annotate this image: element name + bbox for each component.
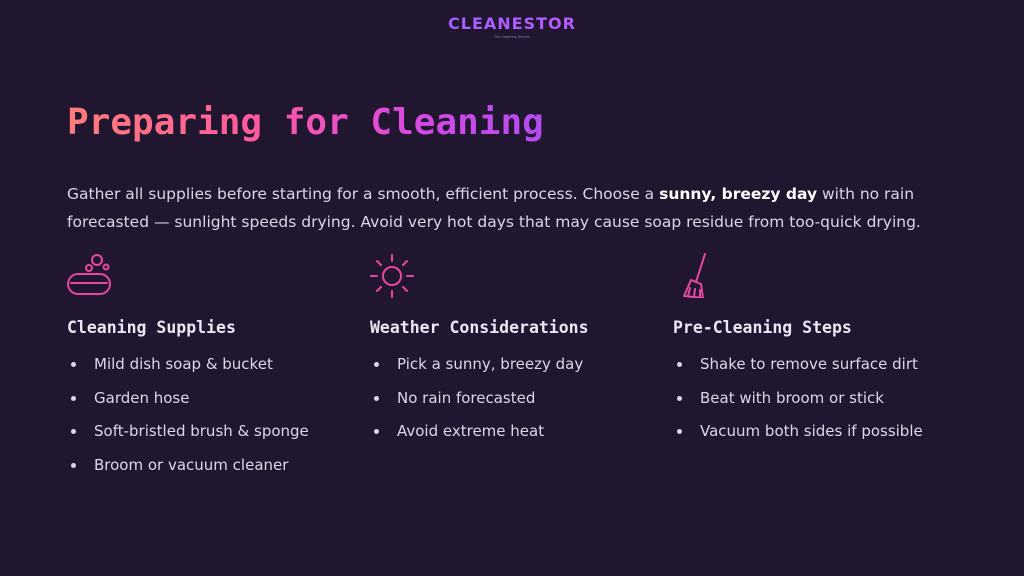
logo-text: CLEANESTOR [0,14,1024,34]
column-weather-considerations [370,250,670,455]
list-item: Avoid extreme heat [370,421,670,455]
sun-icon [370,250,418,298]
list-item: Shake to remove surface dirt [673,354,973,388]
list-item: Broom or vacuum cleaner [67,455,367,489]
steps-list [673,354,973,455]
column-title: Weather Considerations [370,318,589,337]
list-item: Pick a sunny, breezy day [370,354,670,388]
intro-text-part2: with no rain forecasted — sunlight speeds drying. Avoid very hot days that may cause soap residue from too-quick drying. [67,185,921,231]
logo-tagline: The Cleaning Stories [493,35,531,39]
list-item: Garden hose [67,388,367,422]
list-item: Soft-bristled brush & sponge [67,421,367,455]
list-item: Beat with broom or stick [673,388,973,422]
list-item: Vacuum both sides if possible [673,421,973,455]
intro-paragraph [67,180,947,236]
soap-icon [67,250,115,298]
brand-logo [0,14,1024,40]
broom-icon [673,250,721,298]
column-title: Cleaning Supplies [67,318,236,337]
column-title: Pre-Cleaning Steps [673,318,852,337]
intro-text-part1: Gather all supplies before starting for a smooth, efficient process. Choose a [67,185,660,203]
column-cleaning-supplies [67,250,367,488]
list-item: No rain forecasted [370,388,670,422]
supplies-list [67,354,367,488]
weather-list [370,354,670,455]
list-item: Mild dish soap & bucket [67,354,367,388]
intro-highlight: sunny, breezy day [659,185,818,203]
column-pre-cleaning-steps [673,250,973,455]
page-title: Preparing for Cleaning [67,98,544,148]
